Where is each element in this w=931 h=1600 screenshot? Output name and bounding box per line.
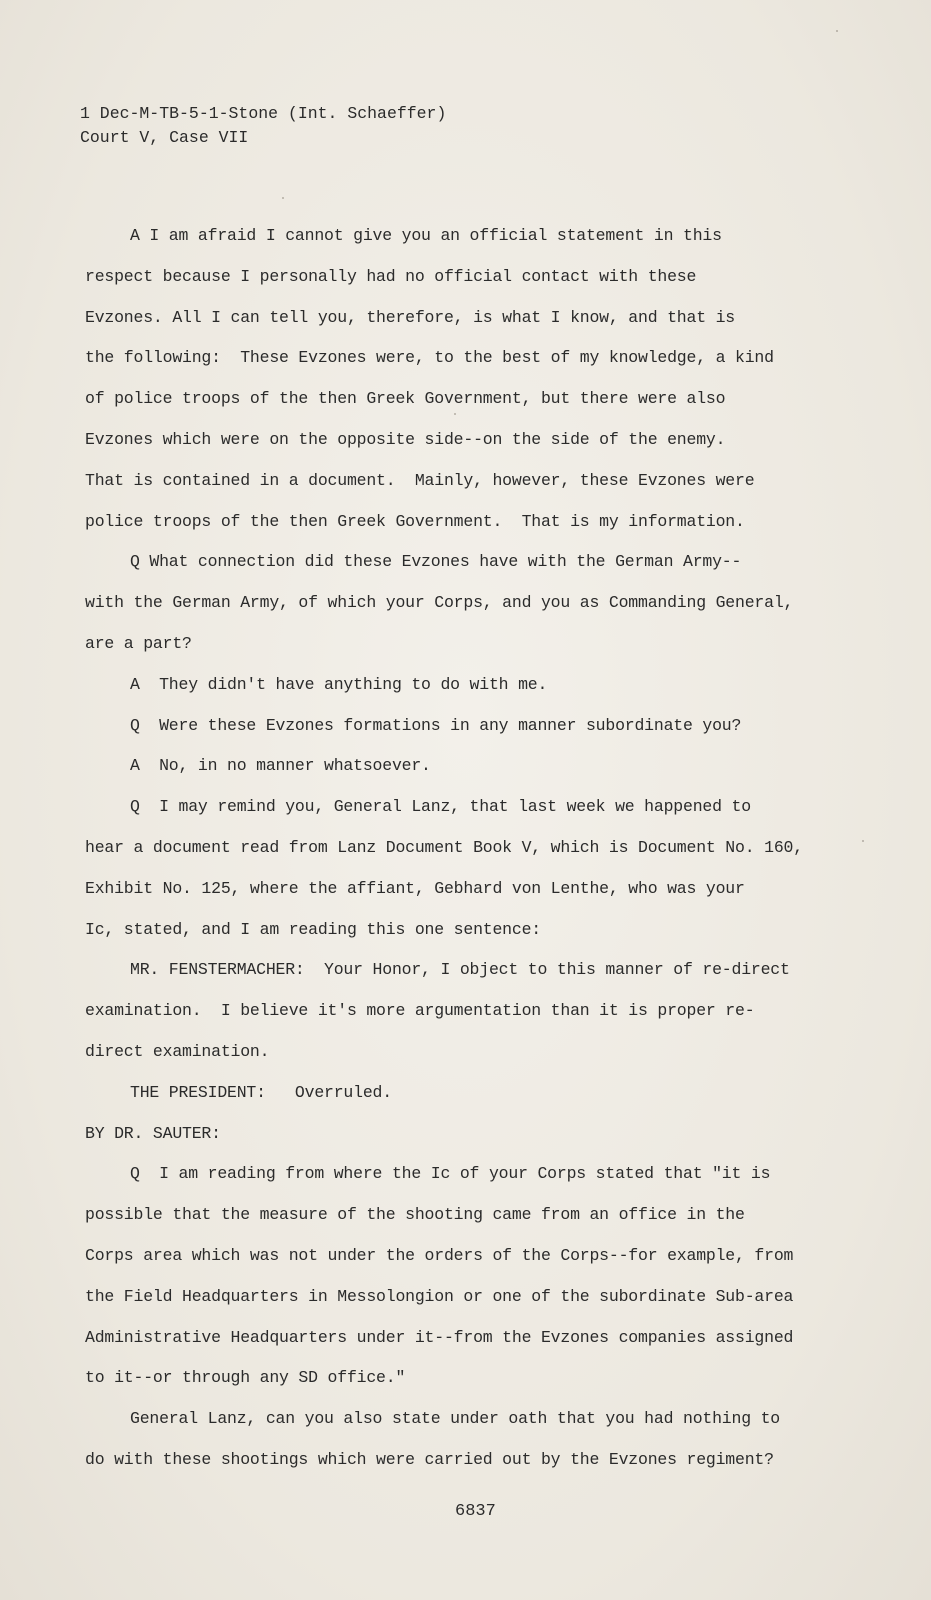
paper-speck — [282, 197, 284, 199]
transcript-line: A They didn't have anything to do with me. — [130, 674, 548, 694]
header-court-line: Court V, Case VII — [80, 128, 249, 147]
transcript-line: BY DR. SAUTER: — [85, 1123, 221, 1143]
transcript-line: the Field Headquarters in Messolongion or one of the subordinate Sub-area — [85, 1286, 794, 1306]
transcript-line: of police troops of the then Greek Government, but there were also — [85, 389, 726, 409]
header-reference-line: 1 Dec-M-TB-5-1-Stone (Int. Schaeffer) — [80, 104, 447, 123]
transcript-line: Q Were these Evzones formations in any manner subordinate you? — [130, 715, 742, 735]
paper-speck — [836, 30, 838, 32]
transcript-line: Ic, stated, and I am reading this one sentence: — [85, 919, 541, 939]
transcript-line: Q I may remind you, General Lanz, that last week we happened to — [130, 797, 751, 817]
transcript-line: A I am afraid I cannot give you an official statement in this — [130, 226, 722, 245]
transcript-line: General Lanz, can you also state under oath that you had nothing to — [130, 1409, 781, 1429]
transcript-line: Exhibit No. 125, where the affiant, Gebhard von Lenthe, who was your — [85, 878, 745, 898]
transcript-line: Corps area which was not under the orders of the Corps--for example, from — [85, 1245, 794, 1265]
transcript-line: That is contained in a document. Mainly, however, these Evzones were — [85, 470, 755, 490]
transcript-line: MR. FENSTERMACHER: Your Honor, I object to this manner of re-direct — [130, 960, 790, 980]
transcript-line: are a part? — [85, 633, 192, 653]
transcript-line: do with these shootings which were carried out by the Evzones regiment? — [85, 1449, 774, 1469]
transcript-line: police troops of the then Greek Government. That is my information. — [85, 511, 745, 531]
transcript-line: THE PRESIDENT: Overruled. — [130, 1082, 392, 1102]
transcript-line: the following: These Evzones were, to the best of my knowledge, a kind — [85, 348, 774, 368]
transcript-line: Q What connection did these Evzones have with the German Army-- — [130, 552, 742, 572]
transcript-line: respect because I personally had no official contact with these — [85, 266, 697, 286]
document-header — [80, 102, 446, 150]
transcript-line: Evzones which were on the opposite side--on the side of the enemy. — [85, 429, 726, 449]
transcript-line: Q I am reading from where the Ic of your Corps stated that "it is — [130, 1164, 771, 1184]
page-number: 6837 — [455, 1502, 496, 1521]
transcript-line: direct examination. — [85, 1041, 270, 1061]
transcript-body — [85, 216, 875, 1481]
transcript-line: examination. I believe it's more argumentation than it is proper re- — [85, 1001, 755, 1021]
transcript-line: A No, in no manner whatsoever. — [130, 756, 431, 776]
transcript-line: with the German Army, of which your Corps, and you as Commanding General, — [85, 593, 794, 613]
transcript-line: to it--or through any SD office." — [85, 1368, 406, 1388]
transcript-line: Evzones. All I can tell you, therefore, is what I know, and that is — [85, 307, 736, 327]
transcript-line: hear a document read from Lanz Document Book V, which is Document No. 160, — [85, 837, 803, 857]
transcript-line: possible that the measure of the shooting came from an office in the — [85, 1205, 745, 1225]
transcript-line: Administrative Headquarters under it--from the Evzones companies assigned — [85, 1327, 794, 1347]
